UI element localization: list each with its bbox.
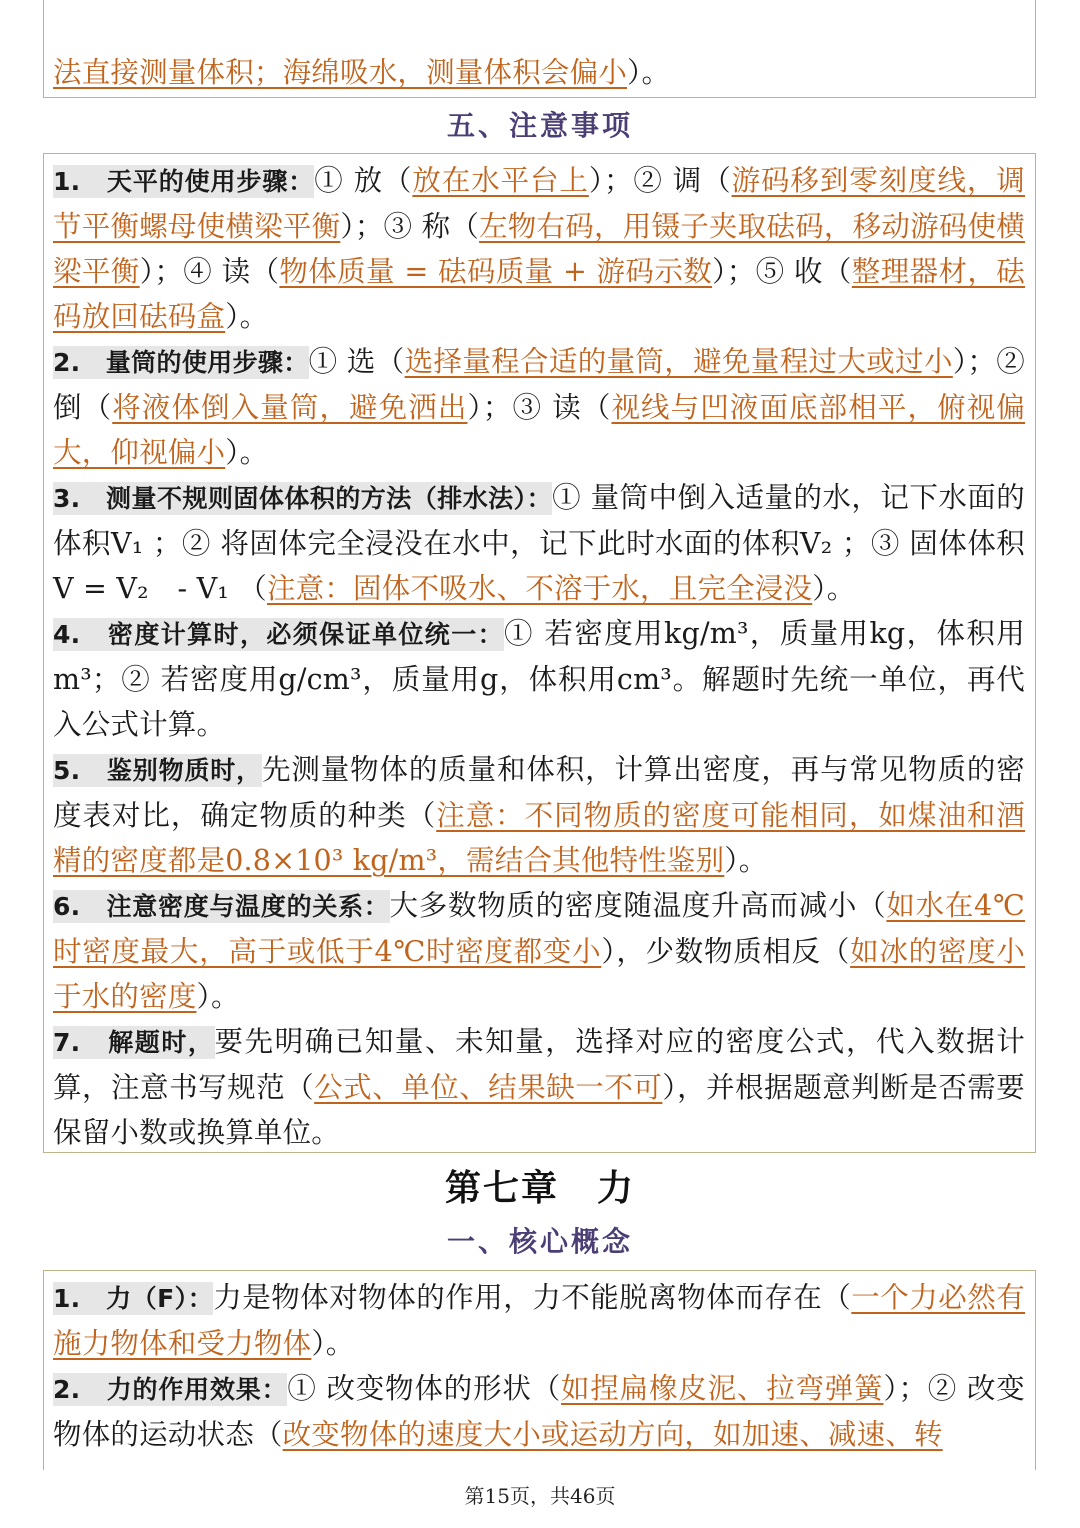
plain-text: ）；② 倒（ (53, 345, 1025, 424)
plain-text: 要先明确已知量、未知量，选择对应的密度公式，代入数据计算，注意书写规范（ (53, 1025, 1026, 1104)
plain-text: ）。 (196, 980, 240, 1013)
plain-text: ）。 (225, 436, 269, 469)
chapter-title: 第七章 力 (444, 1168, 635, 1209)
answer-text: 法直接测量体积；海绵吸水，测量体积会偏小 (53, 56, 628, 89)
previous-content-box (43, 0, 1036, 98)
plain-text: 力是物体对物体的作用，力不能脱离物体而存在（ (213, 1281, 852, 1314)
note-item-7 (53, 1019, 1025, 1155)
item-heading: 3. 测量不规则固体体积的方法（排水法）： (53, 484, 553, 513)
continued-paragraph (53, 50, 1025, 95)
answer-text: 选择量程合适的量筒，避免量程过大或过小 (404, 345, 953, 378)
answer-text: 左物右码，用镊子夹取砝码，移动游码使横梁平衡 (53, 210, 1025, 288)
plain-text: 先测量物体的质量和体积，计算出密度，再与常见物质的密度表对比，确定物质的种类（ (53, 753, 1026, 832)
plain-text: ）；② 调（ (588, 164, 732, 197)
plain-text: 大多数物质的密度随温度升高而减小（ (389, 889, 887, 922)
plain-text: ）；④ 读（ (139, 255, 280, 288)
plain-text: ）；⑤ 收（ (712, 255, 852, 288)
answer-text: 整理器材，砝码放回砝码盒 (53, 255, 1025, 333)
concept-item-1 (53, 1275, 1025, 1366)
answer-text: 视线与凹液面底部相平，俯视偏大，仰视偏小 (53, 391, 1026, 469)
plain-text: ）。 (724, 844, 768, 877)
item-heading: 4. 密度计算时，必须保证单位统一： (53, 620, 505, 649)
plain-text: ）；③ 读（ (467, 391, 612, 424)
answer-text: 如捏扁橡皮泥、拉弯弹簧 (561, 1372, 884, 1405)
plain-text: ）。 (225, 300, 269, 333)
item-heading: 2. 量筒的使用步骤： (53, 348, 309, 377)
plain-text: ）；② 改变物体的运动状态（ (53, 1372, 1025, 1451)
item-heading: 6. 注意密度与温度的关系： (53, 892, 390, 921)
item-heading: 2. 力的作用效果： (53, 1375, 288, 1404)
plain-text: ），少数物质相反（ (601, 935, 851, 968)
plain-text: ① 选（ (308, 345, 405, 378)
answer-text: 如冰的密度小于水的密度 (53, 935, 1025, 1013)
plain-text: ① 量筒中倒入适量的水，记下水面的体积V₁ ；② 将固体完全浸没在水中，记下此时水面的体积V₂ ；③ 固体体积V = V₂ - V₁ （ (53, 481, 1025, 605)
plain-text: ① 若密度用kg/m³，质量用kg，体积用m³；② 若密度用g/cm³，质量用g，体积用cm³。解题时先统一单位，再代入公式计算。 (53, 617, 1025, 741)
section-title-notes: 五、注意事项 (446, 109, 633, 142)
plain-text: ① 改变物体的形状（ (287, 1372, 562, 1405)
answer-text: 改变物体的速度大小或运动方向，如加速、减速、转 (282, 1418, 943, 1451)
note-item-5 (53, 747, 1025, 883)
page-number: 第15页，共46页 (464, 1484, 616, 1508)
answer-text: 将液体倒入量筒，避免洒出 (112, 391, 468, 424)
plain-text: ① 放（ (314, 164, 413, 197)
item-heading: 7. 解题时， (53, 1028, 215, 1057)
concept-item-2 (53, 1366, 1025, 1457)
item-heading: 1. 天平的使用步骤： (53, 167, 315, 196)
plain-text: ）。 (812, 572, 856, 605)
section-title-core-concepts: 一、核心概念 (446, 1225, 633, 1258)
plain-text: ），并根据题意判断是否需要保留小数或换算单位。 (53, 1071, 1026, 1149)
answer-text: 游码移到零刻度线，调节平衡螺母使横梁平衡 (53, 164, 1025, 243)
answer-text: 公式、单位、结果缺一不可 (314, 1071, 663, 1104)
note-item-3 (53, 475, 1025, 611)
note-item-6 (53, 883, 1025, 1019)
note-item-1 (53, 158, 1025, 339)
notes-box (43, 153, 1036, 1153)
answer-text: 一个力必然有施力物体和受力物体 (53, 1281, 1025, 1360)
answer-text: 放在水平台上 (412, 164, 589, 197)
answer-text: 注意：固体不吸水、不溶于水，且完全浸没 (266, 572, 813, 605)
item-heading: 5. 鉴别物质时， (53, 756, 263, 785)
plain-text: ）。 (311, 1327, 355, 1360)
note-item-4 (53, 611, 1025, 747)
item-heading: 1. 力（F）： (53, 1284, 214, 1313)
plain-text: ）。 (627, 56, 671, 89)
note-item-2 (53, 339, 1025, 475)
core-concepts-box (43, 1270, 1036, 1470)
answer-text: 物体质量 = 砝码质量 + 游码示数 (279, 255, 713, 288)
answer-text: 如水在4℃时密度最大，高于或低于4℃时密度都变小 (53, 889, 1025, 968)
plain-text: ）；③ 称（ (340, 210, 480, 243)
answer-text: 注意：不同物质的密度可能相同，如煤油和酒精的密度都是0.8×10³ kg/m³，需结合其他特性鉴别 (53, 799, 1025, 877)
